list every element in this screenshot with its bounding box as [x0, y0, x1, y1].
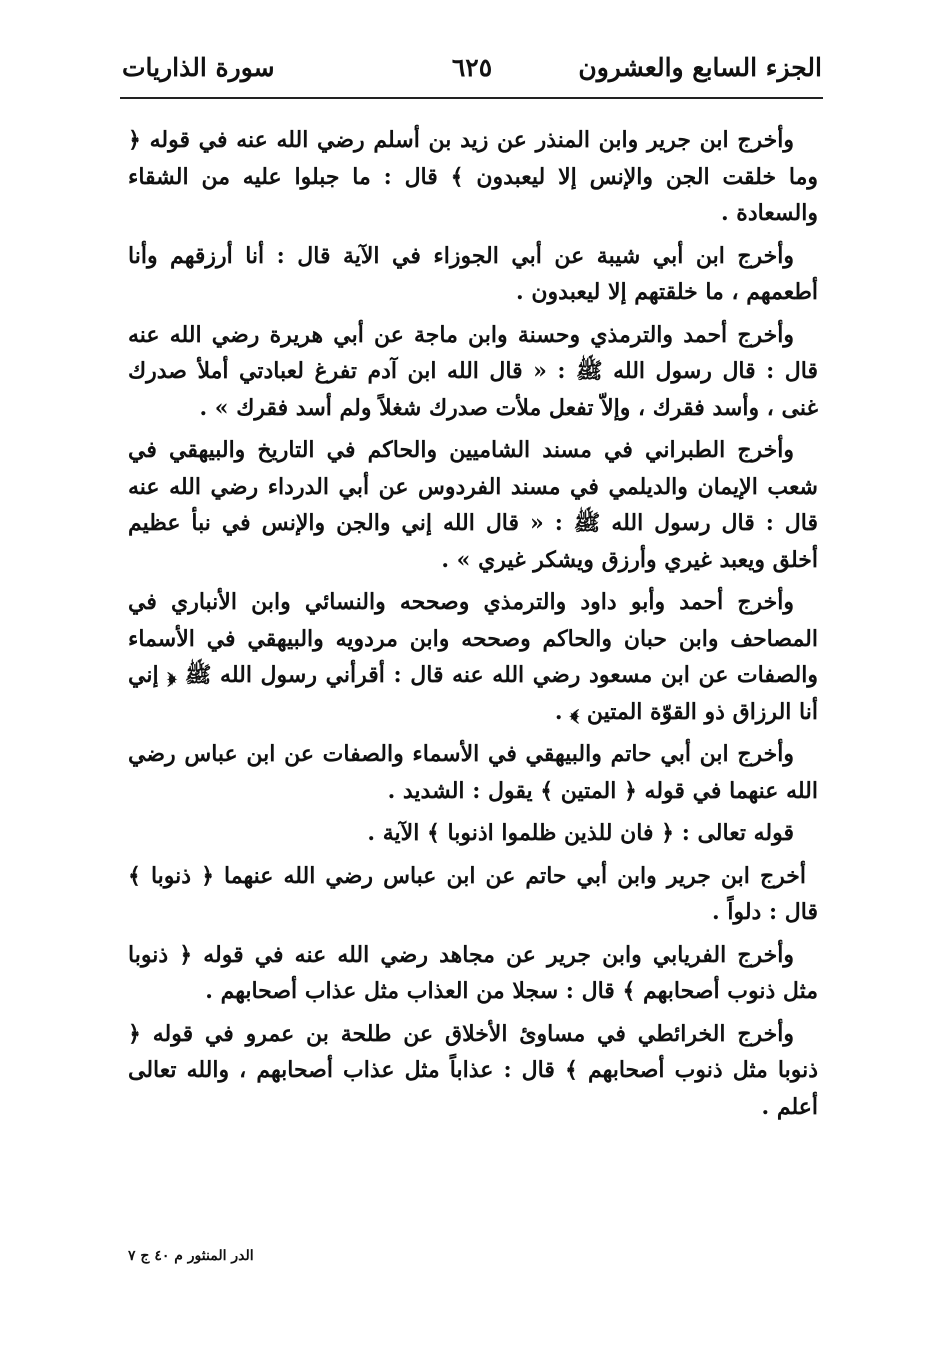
- paragraph-10: وأخرج الخرائطي في مساوئ الأخلاق عن طلحة بن عمرو في قوله ﴿ ذنوبا مثل ذنوب أصحابهم ﴾ قال : عذاباً مثل عذاب أصحابهم ، والله تعالى أعلم .: [128, 1020, 818, 1120]
- paragraph-3: وأخرج أحمد والترمذي وحسنة وابن ماجة عن أبي هريرة رضي الله عنه قال : قال رسول الله ﷺ : « قال الله ابن آدم تفرغ لعبادتي أملأ صدرك غنى ، وأسد فقرك ، وإلاّ تفعل ملأت صدرك شغلاً ولم أسد فقرك » .: [128, 321, 818, 421]
- volume-title: الجزء السابع والعشرون: [578, 53, 822, 82]
- paragraph-5: وأخرج أحمد وأبو داود والترمذي وصححه والنسائي وابن الأنباري في المصاحف وابن حبان والحاكم وصححه وابن مردويه والبيهقي في الأسماء والصفات عن ابن مسعود رضي الله عنه قال : أقرأني رسول الله ﷺ ﴿ إني أنا الرزاق ذو القوّة المتين ﴾ .: [128, 589, 818, 725]
- main-text: [128, 122, 818, 1131]
- surah-title: سورة الذاريات: [122, 53, 275, 82]
- running-head: [122, 48, 822, 92]
- signature-mark: الدر المنثور م ٤٠ ج ٧: [128, 1248, 254, 1264]
- page-number: ٦٢٥: [451, 53, 493, 82]
- paragraph-7: قوله تعالى : ﴿ فان للذين ظلموا اذنوبا ﴾ الآية .: [367, 820, 794, 846]
- header-divider: [120, 97, 823, 99]
- paragraph-4: وأخرج الطبراني في مسند الشاميين والحاكم في التاريخ والبيهقي في شعب الإيمان والديلمي في مسند الفردوس عن أبي الدرداء رضي الله عنه قال : قال رسول الله ﷺ : « قال الله إني والجن والإنس في نبأ عظيم أخلق ويعبد غيري وأرزق ويشكر غيري » .: [128, 437, 818, 573]
- paragraph-2: وأخرج ابن أبي شيبة عن أبي الجوزاء في الآية قال : أنا أرزقهم وأنا أطعمهم ، ما خلقتهم إلا ليعبدون .: [128, 242, 818, 305]
- paragraph-6: وأخرج ابن أبي حاتم والبيهقي في الأسماء والصفات عن ابن عباس رضي الله عنهما في قوله ﴿ المتين ﴾ يقول : الشديد .: [128, 741, 818, 804]
- paragraph-9: وأخرج الفريابي وابن جرير عن مجاهد رضي الله عنه في قوله ﴿ ذنوبا مثل ذنوب أصحابهم ﴾ قال : سجلا من العذاب مثل عذاب أصحابهم .: [128, 941, 818, 1004]
- paragraph-1: وأخرج ابن جرير وابن المنذر عن زيد بن أسلم رضي الله عنه في قوله ﴿ وما خلقت الجن والإنس إلا ليعبدون ﴾ قال : ما جبلوا عليه من الشقاء والسعادة .: [128, 127, 818, 226]
- paragraph-8: أخرج ابن جرير وابن أبي حاتم عن ابن عباس رضي الله عنهما ﴿ ذنوبا ﴾ قال : دلواً .: [128, 862, 818, 925]
